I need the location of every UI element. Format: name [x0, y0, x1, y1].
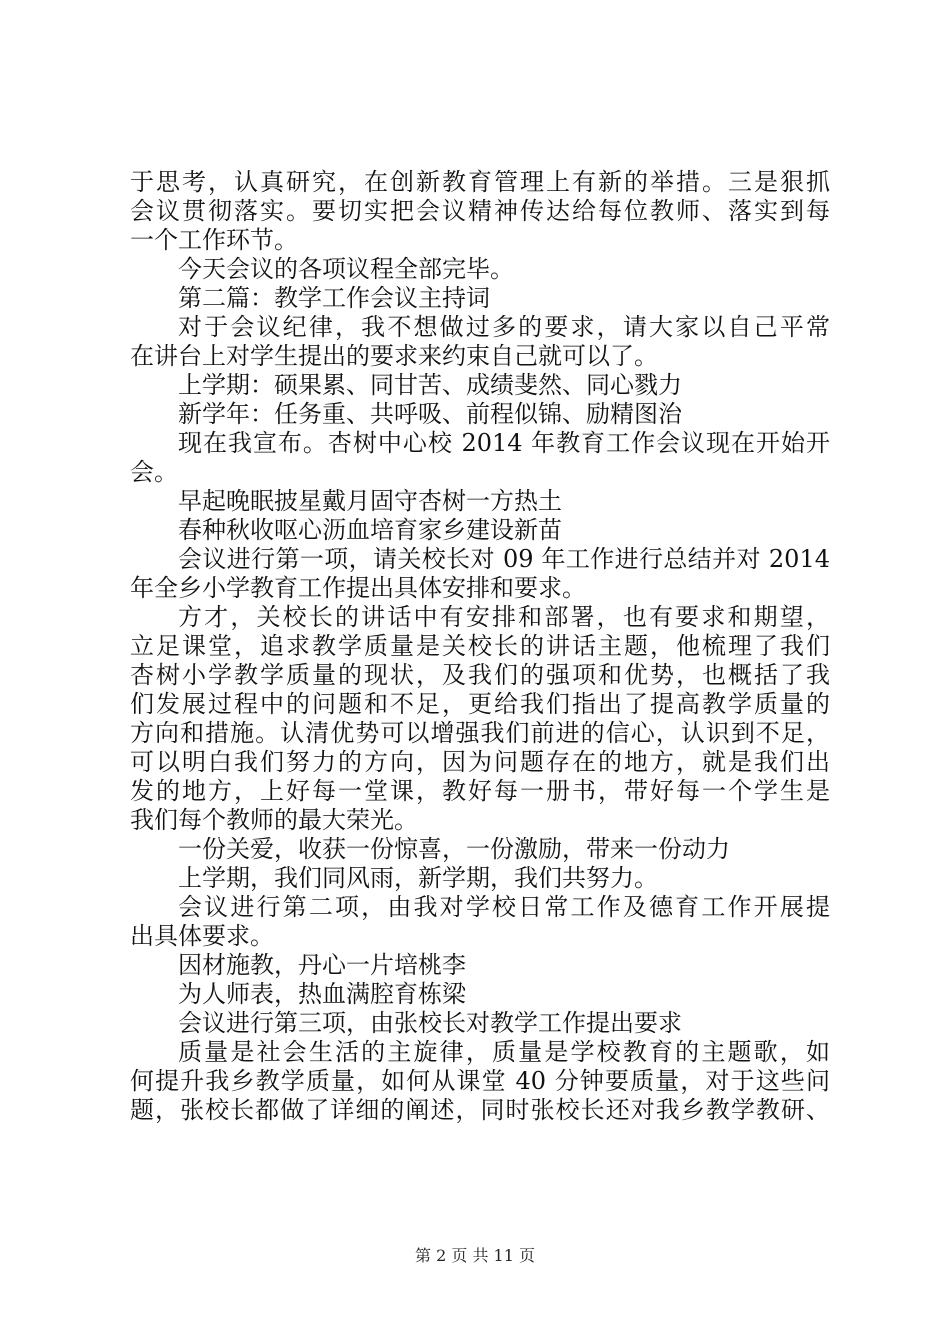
text-line: 在讲台上对学生提出的要求来约束自己就可以了。 — [130, 342, 658, 370]
text-line: 春种秋收呕心沥血培育家乡建设新苗 — [178, 516, 562, 544]
section-heading: 第二篇：教学工作会议主持词 — [178, 284, 490, 312]
text-line: 年全乡小学教育工作提出具体安排和要求。 — [130, 574, 586, 602]
text-line: 方向和措施。认清优势可以增强我们前进的信心，认识到不足， — [130, 719, 830, 747]
text-line: 会议进行第一项，请关校长对 09 年工作进行总结并对 2014 — [178, 545, 830, 573]
text-line: 会。 — [130, 458, 178, 486]
text-line: 会议进行第二项，由我对学校日常工作及德育工作开展提 — [178, 893, 830, 921]
text-line: 于思考，认真研究，在创新教育管理上有新的举措。三是狠抓 — [130, 168, 830, 196]
text-line: 上学期，我们同风雨，新学期，我们共努力。 — [178, 864, 658, 892]
text-line: 发的地方，上好每一堂课，教好每一册书，带好每一个学生是 — [130, 777, 830, 805]
text-line: 为人师表，热血满腔育栋梁 — [178, 980, 466, 1008]
text-line: 立足课堂，追求教学质量是关校长的讲话主题，他梳理了我们 — [130, 632, 830, 660]
text-line: 杏树小学教学质量的现状，及我们的强项和优势，也概括了我 — [130, 661, 830, 689]
text-line: 对于会议纪律，我不想做过多的要求，请大家以自己平常 — [178, 313, 830, 341]
text-line: 我们每个教师的最大荣光。 — [130, 806, 418, 834]
text-line: 题，张校长都做了详细的阐述，同时张校长还对我乡教学教研、 — [130, 1096, 830, 1124]
text-line: 何提升我乡教学质量，如何从课堂 40 分钟要质量，对于这些问 — [130, 1067, 830, 1095]
text-line: 质量是社会生活的主旋律，质量是学校教育的主题歌，如 — [178, 1038, 830, 1066]
text-line: 今天会议的各项议程全部完毕。 — [178, 255, 514, 283]
text-line: 可以明白我们努力的方向，因为问题存在的地方，就是我们出 — [130, 748, 830, 776]
text-line: 方才，关校长的讲话中有安排和部署，也有要求和期望， — [178, 603, 830, 631]
text-line: 出具体要求。 — [130, 922, 274, 950]
document-body — [130, 168, 830, 1125]
page-number-footer: 第 2 页 共 11 页 — [415, 1246, 535, 1265]
text-line: 新学年：任务重、共呼吸、前程似锦、励精图治 — [178, 400, 682, 428]
text-line: 会议进行第三项，由张校长对教学工作提出要求 — [178, 1009, 682, 1037]
text-line: 早起晚眠披星戴月固守杏树一方热土 — [178, 487, 562, 515]
text-line: 会议贯彻落实。要切实把会议精神传达给每位教师、落实到每 — [130, 197, 830, 225]
text-line: 们发展过程中的问题和不足，更给我们指出了提高教学质量的 — [130, 690, 830, 718]
text-line: 一个工作环节。 — [130, 226, 298, 254]
text-line: 一份关爱，收获一份惊喜，一份激励，带来一份动力 — [178, 835, 730, 863]
text-line: 现在我宣布。杏树中心校 2014 年教育工作会议现在开始开 — [178, 429, 830, 457]
text-line: 上学期：硕果累、同甘苦、成绩斐然、同心戮力 — [178, 371, 682, 399]
text-line: 因材施教，丹心一片培桃李 — [178, 951, 466, 979]
